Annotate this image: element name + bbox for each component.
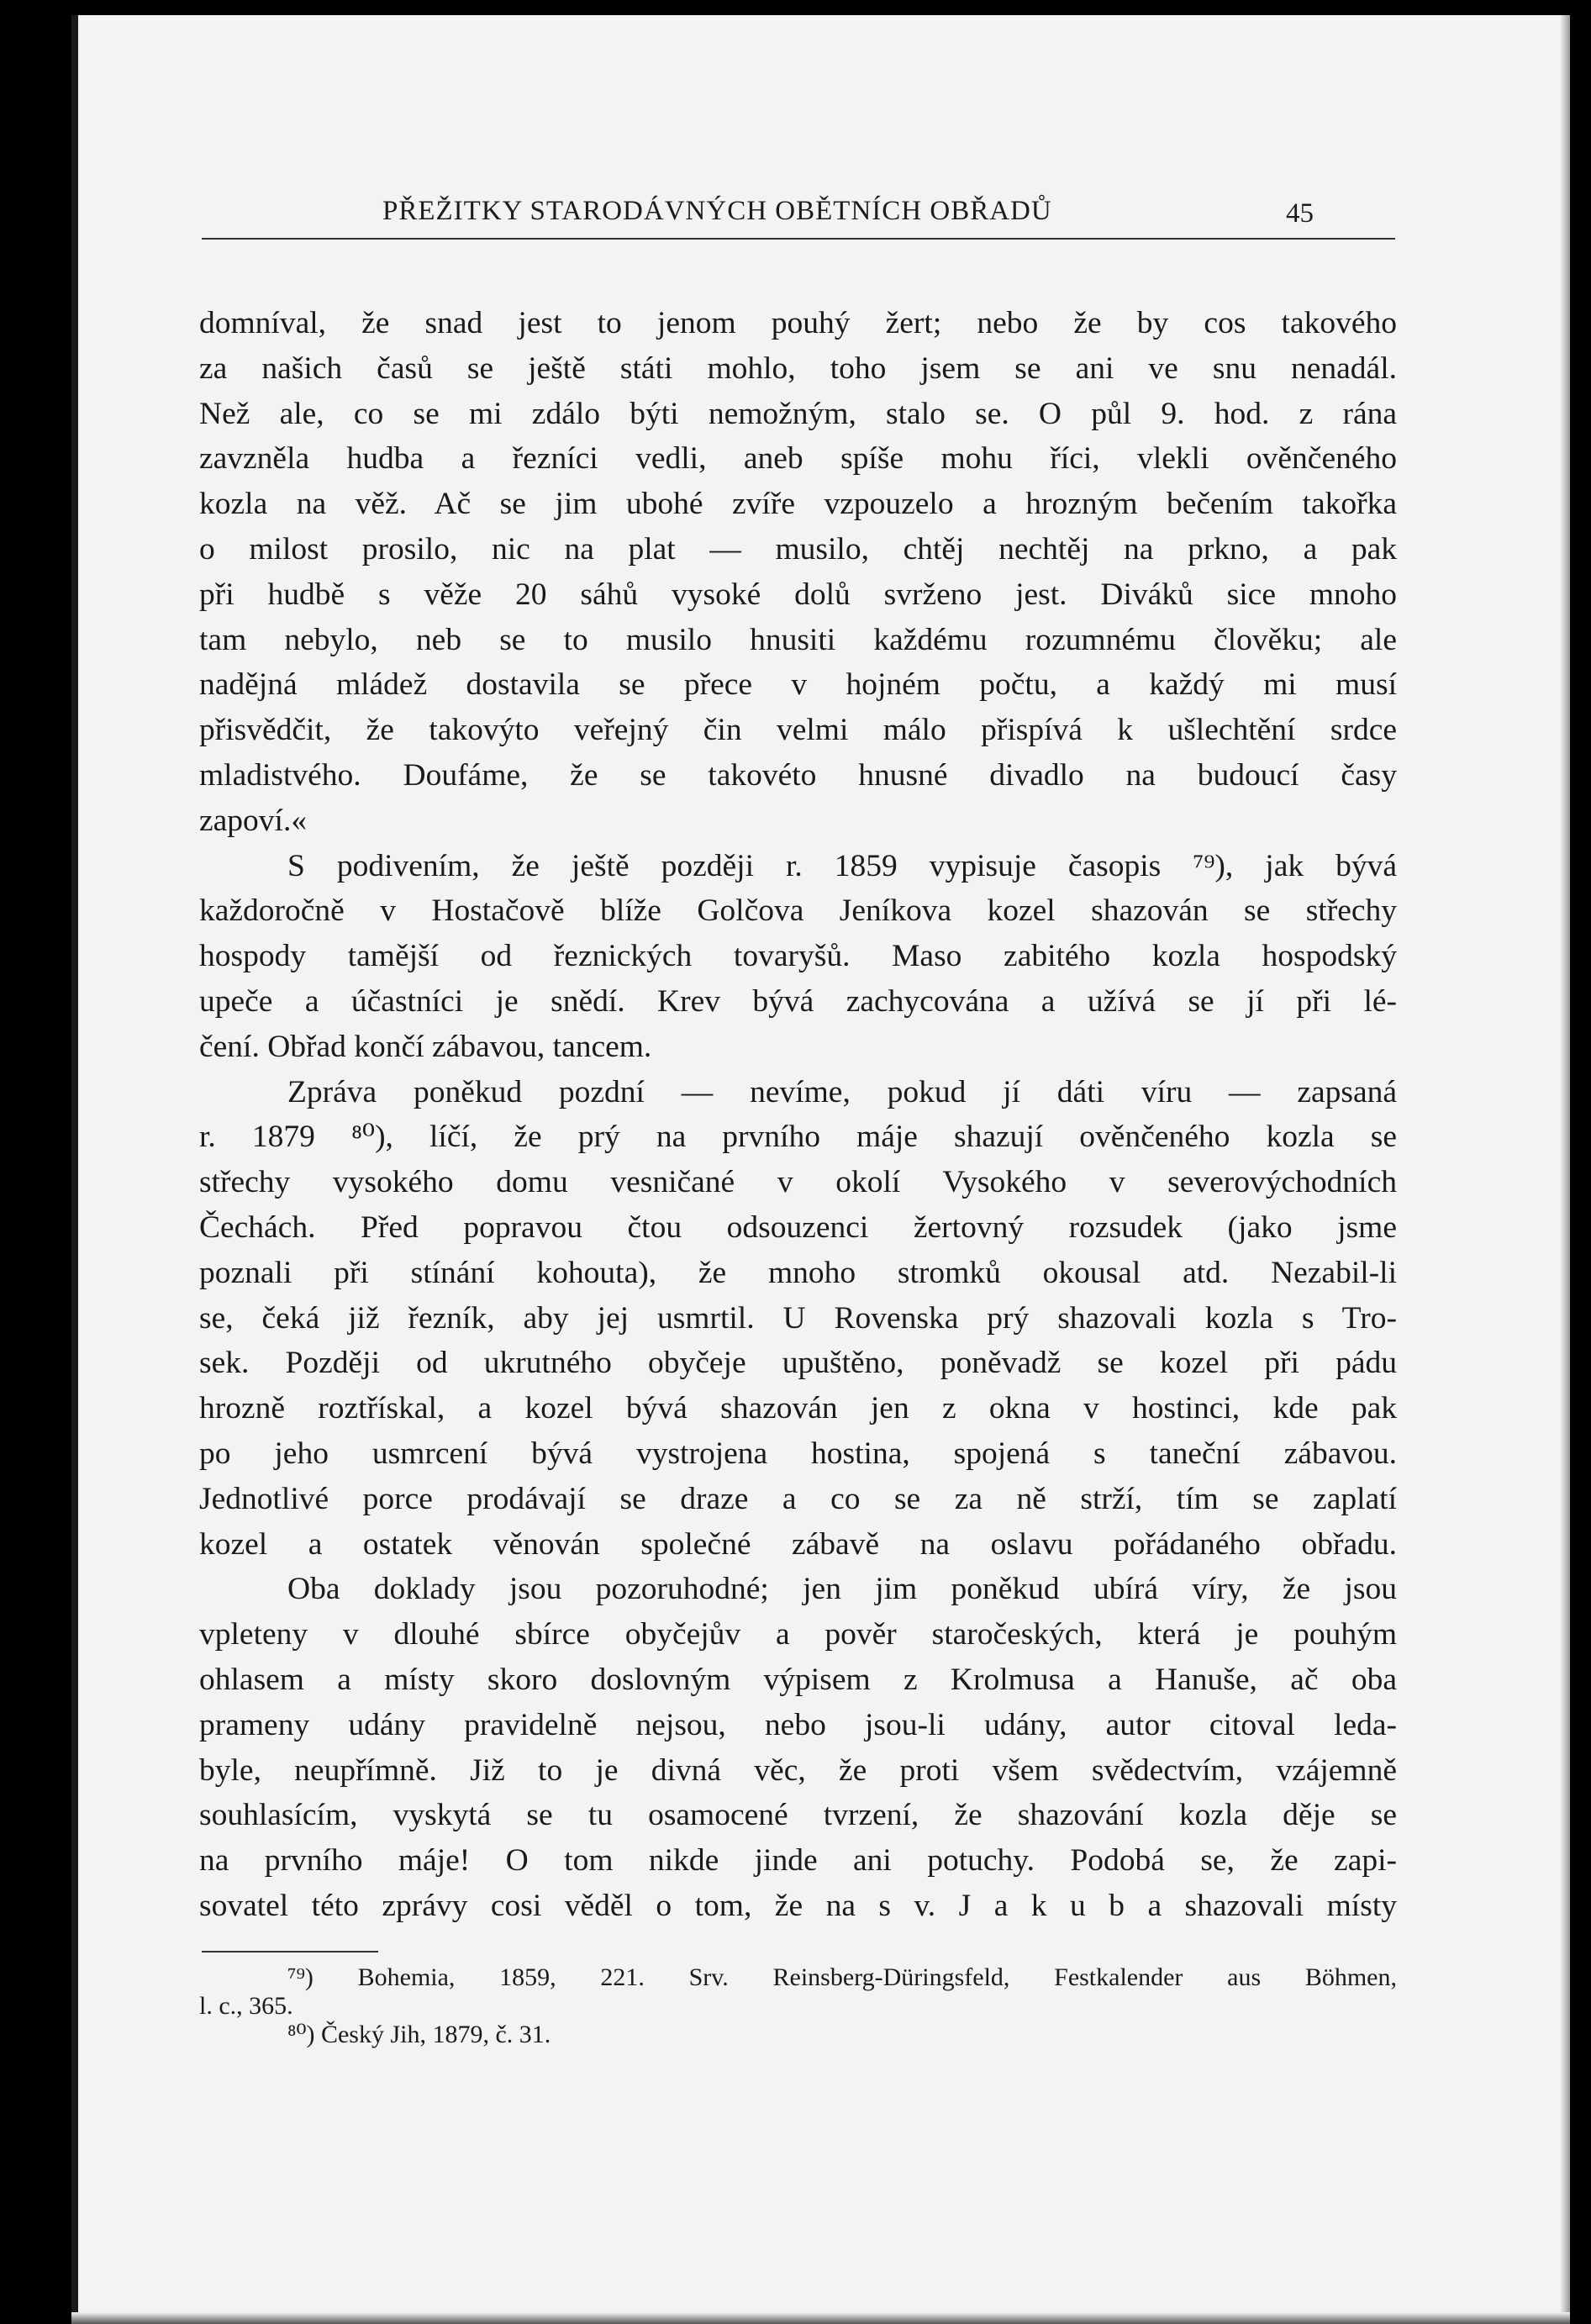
- text-line: Jednotlivé porce prodávají se draze a co se za ně strží, tím se zaplatí: [199, 1481, 1397, 1516]
- text-line: domníval, že snad jest to jenom pouhý žert; nebo že by cos takového: [199, 306, 1397, 340]
- text-line: kozla na věž. Ač se jim ubohé zvíře vzpouzelo a hrozným bečením takořka: [199, 487, 1397, 522]
- text-line: na prvního máje! O tom nikde jinde ani potuchy. Podobá se, že zapi-: [199, 1843, 1397, 1879]
- text-line: každoročně v Hostačově blíže Golčova Jeníkova kozel shazován se střechy: [199, 893, 1397, 929]
- text-line: Čechách. Před popravou čtou odsouzenci žertovný rozsudek (jako jsme: [199, 1209, 1397, 1245]
- text-line: mladistvého. Doufáme, že se takovéto hnusné divadlo na budoucí časy: [199, 757, 1397, 793]
- text-line: Oba doklady jsou pozoruhodné; jen jim poněkud ubírá víry, že jsou: [287, 1572, 1397, 1607]
- page-number: 45: [1286, 198, 1314, 229]
- text-line: kozel a ostatek věnován společné zábavě na oslavu pořádaného obřadu.: [199, 1526, 1397, 1562]
- text-line: byle, neupřímně. Již to je divná věc, že proti všem svědectvím, vzájemně: [199, 1752, 1397, 1788]
- text-line: zavzněla hudba a řezníci vedli, aneb spíše mohu říci, vlekli ověnčeného: [199, 441, 1397, 477]
- footnote-79: ⁷⁹) Bohemia, 1859, 221. Srv. Reinsberg-Düringsfeld, Festkalender aus Böhmen,: [287, 1963, 1397, 1991]
- text-line: vpleteny v dlouhé sbírce obyčejův a pověr staročeských, která je pouhým: [199, 1617, 1397, 1652]
- text-line: prameny udány pravidelně nejsou, nebo jsou-li udány, autor citoval leda-: [199, 1707, 1397, 1742]
- text-line: přisvědčit, že takovýto veřejný čin velmi málo přispívá k ušlechtění srdce: [199, 713, 1397, 748]
- text-line: čení. Obřad končí zábavou, tancem.: [199, 1029, 652, 1064]
- text-line: sek. Později od ukrutného obyčeje upuštěno, poněvadž se kozel při pádu: [199, 1346, 1397, 1381]
- text-line: nadějná mládež dostavila se přece v hojném počtu, a každý mi musí: [199, 667, 1397, 703]
- footnotes: [199, 1963, 1397, 2049]
- text-line: S podivením, že ještě později r. 1859 vypisuje časopis ⁷⁹), jak bývá: [287, 848, 1397, 883]
- text-line: ohlasem a místy skoro doslovným výpisem z Krolmusa a Hanuše, ač oba: [199, 1662, 1397, 1697]
- page-bottom-edge: [71, 2312, 1570, 2324]
- text-line: souhlasícím, vyskytá se tu osamocené tvrzení, že shazování kozla děje se: [199, 1798, 1397, 1833]
- text-line: o milost prosilo, nic na plat — musilo, chtěj nechtěj na prkno, a pak: [199, 531, 1397, 567]
- header-rule: [202, 238, 1395, 240]
- book-page: [71, 15, 1570, 2324]
- footnote-rule: [202, 1951, 378, 1952]
- text-line: hrozně roztřískal, a kozel bývá shazován jen z okna v hostinci, kde pak: [199, 1391, 1397, 1426]
- text-line: za našich časů se ještě státi mohlo, toho jsem se ani ve snu nenadál.: [199, 350, 1397, 386]
- text-line: r. 1879 ⁸⁰), líčí, že prý na prvního máje shazují ověnčeného kozla se: [199, 1120, 1397, 1155]
- running-title: PŘEŽITKY STARODÁVNÝCH OBĚTNÍCH OBŘADŮ: [382, 196, 1052, 226]
- text-line: při hudbě s věže 20 sáhů vysoké dolů svrženo jest. Diváků sice mnoho: [199, 577, 1397, 612]
- text-line: Zpráva poněkud pozdní — nevíme, pokud jí dáti víru — zapsaná: [287, 1074, 1397, 1109]
- page-right-edge: [1560, 15, 1570, 2324]
- text-line: sovatel této zprávy cosi věděl o tom, že na s v. J a k u b a shazovali místy: [199, 1888, 1397, 1923]
- page-left-edge: [71, 15, 78, 2324]
- text-line: poznali při stínání kohouta), že mnoho stromků okousal atd. Nezabil-li: [199, 1255, 1397, 1290]
- body-text: [199, 301, 1397, 1929]
- footnote-79-continued: l. c., 365.: [199, 1992, 293, 2020]
- footnote-80: ⁸⁰) Český Jih, 1879, č. 31.: [287, 2021, 551, 2048]
- text-line: hospody tamější od řeznických tovaryšů. Maso zabitého kozla hospodský: [199, 939, 1397, 974]
- text-line: tam nebylo, neb se to musilo hnusiti každému rozumnému člověku; ale: [199, 622, 1397, 657]
- text-line: Než ale, co se mi zdálo býti nemožným, stalo se. O půl 9. hod. z rána: [199, 396, 1397, 431]
- text-line: se, čeká již řezník, aby jej usmrtil. U Rovenska prý shazovali kozla s Tro-: [199, 1300, 1397, 1336]
- text-line: upeče a účastníci je snědí. Krev bývá zachycována a užívá se jí při lé-: [199, 983, 1397, 1019]
- text-line: zapoví.«: [199, 803, 308, 838]
- text-line: po jeho usmrcení bývá vystrojena hostina, spojená s taneční zábavou.: [199, 1436, 1397, 1471]
- text-line: střechy vysokého domu vesničané v okolí Vysokého v severovýchodních: [199, 1165, 1397, 1200]
